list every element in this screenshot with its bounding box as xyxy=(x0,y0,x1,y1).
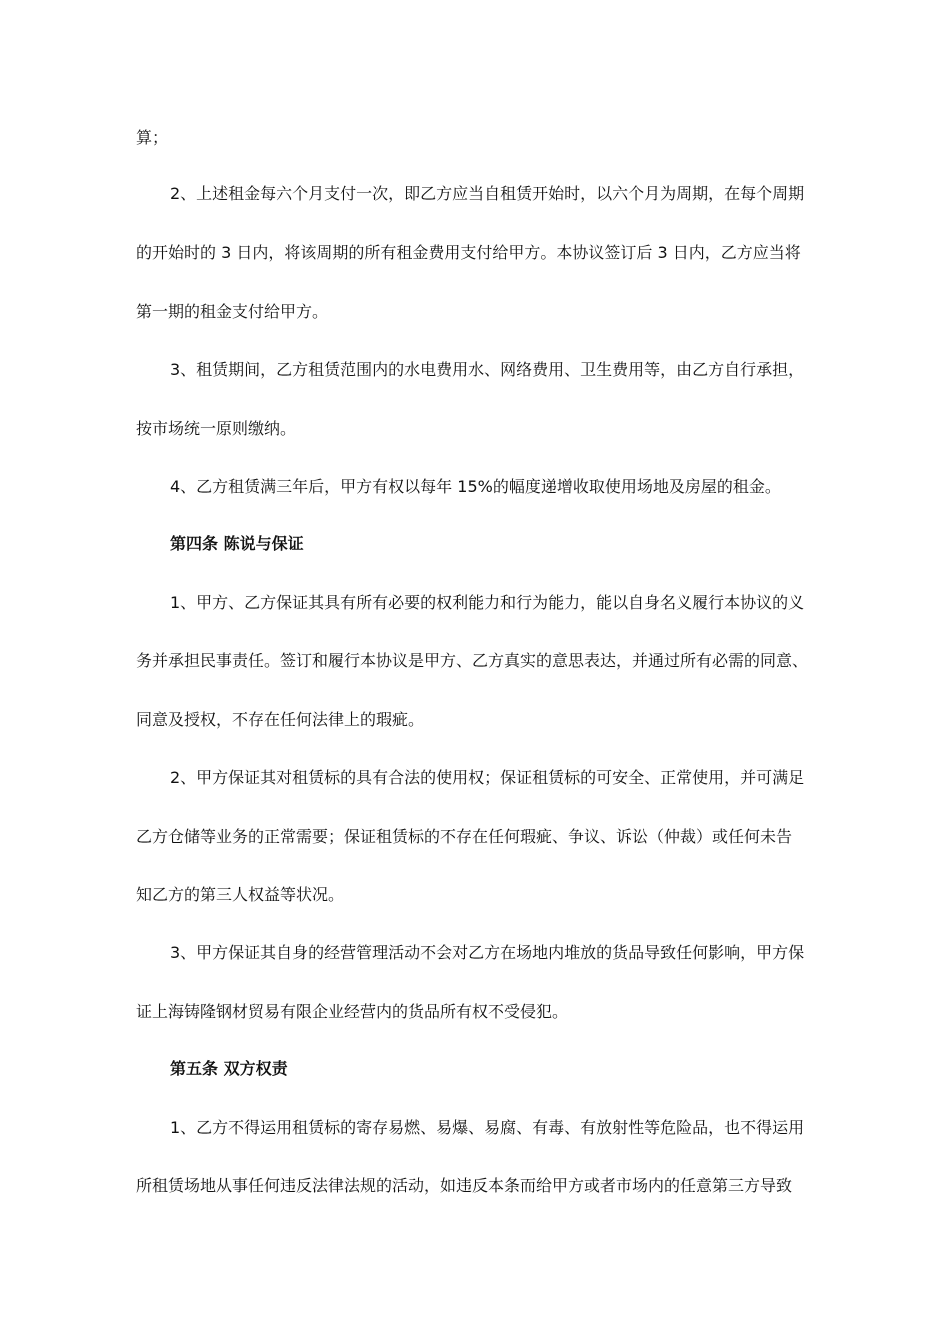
text-line: 所租赁场地从事任何违反法律法规的活动，如违反本条而给甲方或者市场内的任意第三方导致 xyxy=(136,1176,793,1195)
section-heading-5: 第五条 双方权责 xyxy=(170,1059,288,1078)
paragraph-line: 2、甲方保证其对租赁标的具有合法的使用权；保证租赁标的可安全、正常使用，并可满足 xyxy=(170,768,805,787)
paragraph-line: 1、乙方不得运用租赁标的寄存易燃、易爆、易腐、有毒、有放射性等危险品，也不得运用 xyxy=(170,1118,805,1137)
text-line: 算； xyxy=(136,128,169,147)
text-line: 按市场统一原则缴纳。 xyxy=(136,419,297,438)
section-heading-4: 第四条 陈说与保证 xyxy=(170,534,304,553)
text-line: 证上海铸隆钢材贸易有限企业经营内的货品所有权不受侵犯。 xyxy=(136,1002,569,1021)
text-line: 第一期的租金支付给甲方。 xyxy=(136,302,329,321)
text-line: 同意及授权，不存在任何法律上的瑕疵。 xyxy=(136,710,425,729)
paragraph-line: 3、甲方保证其自身的经营管理活动不会对乙方在场地内堆放的货品导致任何影响，甲方保 xyxy=(170,943,805,962)
text-line: 知乙方的第三人权益等状况。 xyxy=(136,885,345,904)
text-line: 务并承担民事责任。签订和履行本协议是甲方、乙方真实的意思表达，并通过所有必需的同意、 xyxy=(136,651,809,670)
paragraph-line: 1、甲方、乙方保证其具有所有必要的权利能力和行为能力，能以自身名义履行本协议的义 xyxy=(170,593,805,612)
paragraph-line: 4、乙方租赁满三年后，甲方有权以每年 15%的幅度递增收取使用场地及房屋的租金。 xyxy=(170,477,781,496)
text-line: 的开始时的 3 日内，将该周期的所有租金费用支付给甲方。本协议签订后 3 日内，乙方应当将 xyxy=(136,243,801,262)
paragraph-line: 2、上述租金每六个月支付一次，即乙方应当自租赁开始时，以六个月为周期，在每个周期 xyxy=(170,184,805,203)
paragraph-line: 3、租赁期间，乙方租赁范围内的水电费用水、网络费用、卫生费用等，由乙方自行承担， xyxy=(170,360,805,379)
text-line: 乙方仓储等业务的正常需要；保证租赁标的不存在任何瑕疵、争议、诉讼（仲裁）或任何未告 xyxy=(136,827,793,846)
